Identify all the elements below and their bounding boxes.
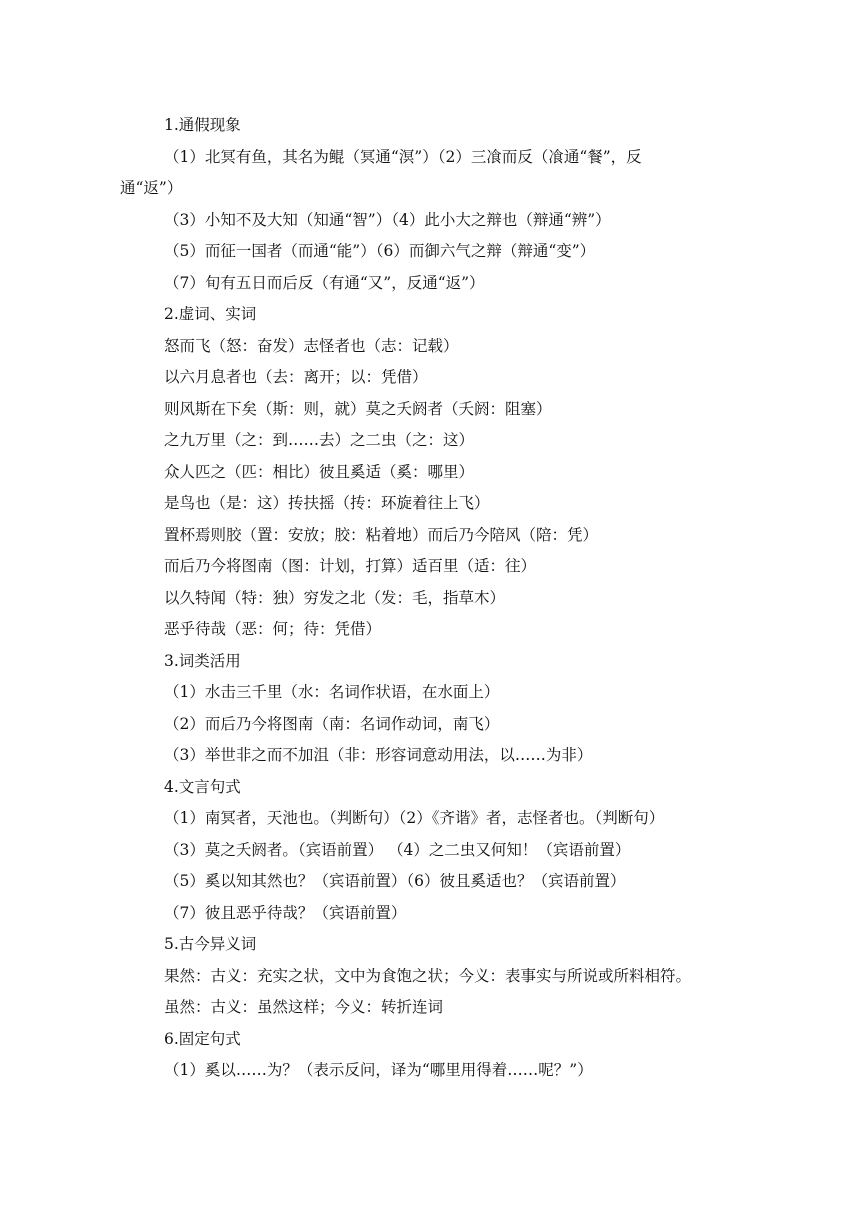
text-line: （5）奚以知其然也？（宾语前置）（6）彼且奚适也？（宾语前置） <box>164 872 626 890</box>
text-line: （7）旬有五日而后反（有通“又”，反通“返”） <box>164 273 485 292</box>
text-line: 之九万里（之：到……去）之二虫（之：这） <box>164 431 475 449</box>
section-heading: 1.通假现象 <box>164 116 241 134</box>
text-line: （3）莫之夭阏者。（宾语前置） （4）之二虫又何知！（宾语前置） <box>164 840 631 859</box>
section-heading: 6.固定句式 <box>164 1029 241 1048</box>
text-line: （3）小知不及大知（知通“智”）（4）此小大之辩也（辩通“辨”） <box>164 210 611 229</box>
text-line: 怒而飞（怒：奋发）志怪者也（志：记载） <box>164 336 459 355</box>
document-body <box>120 110 745 1087</box>
text-line: （1）南冥者，天池也。（判断句）（2）《齐谐》者，志怪者也。（判断句） <box>164 809 665 827</box>
text-line: （7）彼且恶乎待哉？（宾语前置） <box>164 903 407 922</box>
text-line: 果然：古义：充实之状，文中为食饱之状；今义：表事实与所说或所料相符。 <box>164 966 692 985</box>
text-line: （3）举世非之而不加沮（非：形容词意动用法，以……为非） <box>164 746 593 764</box>
text-line: 置杯焉则胶（置：安放；胶：粘着地）而后乃今陪风（陪：凭） <box>164 525 599 544</box>
text-line: 通“返”） <box>120 179 183 197</box>
text-line: 虽然：古义：虽然这样；今义：转折连词 <box>164 998 444 1016</box>
text-line: （1）北冥有鱼，其名为鲲（冥通“溟”）（2）三飡而反（飡通“餐”，反 <box>164 147 642 166</box>
text-line: （2）而后乃今将图南（南：名词作动词，南飞） <box>164 714 500 733</box>
text-line: 以六月息者也（去：离开；以：凭借） <box>164 368 428 386</box>
text-line: （1）水击三千里（水：名词作状语，在水面上） <box>164 683 500 701</box>
text-line: 而后乃今将图南（图：计划，打算）适百里（适：往） <box>164 557 537 575</box>
text-line: （1）奚以……为？（表示反问，译为“哪里用得着……呢？”） <box>164 1061 593 1079</box>
section-heading: 2.虚词、实词 <box>164 305 257 323</box>
text-line: （5）而征一国者（而通“能”）（6）而御六气之辩（辩通“变”） <box>164 242 596 260</box>
text-line: 恶乎待哉（恶：何；待：凭借） <box>164 620 382 638</box>
text-line: 以久特闻（特：独）穷发之北（发：毛，指草木） <box>164 588 506 607</box>
section-heading: 3.词类活用 <box>164 651 241 670</box>
section-heading: 5.古今异义词 <box>164 935 257 953</box>
section-heading: 4.文言句式 <box>164 777 241 796</box>
text-line: 众人匹之（匹：相比）彼且奚适（奚：哪里） <box>164 462 475 481</box>
text-line: 是鸟也（是：这）抟扶摇（抟：环旋着往上飞） <box>164 494 490 512</box>
text-line: 则风斯在下矣（斯：则，就）莫之夭阏者（夭阏：阻塞） <box>164 399 552 418</box>
